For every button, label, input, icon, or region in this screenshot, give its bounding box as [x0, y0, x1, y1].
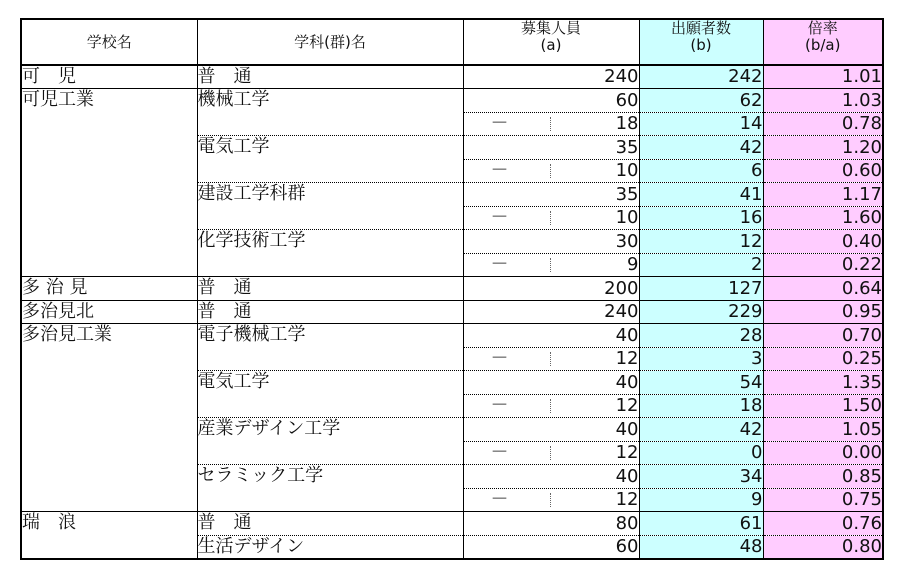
- header-school: 学校名: [21, 19, 197, 65]
- capacity-value: 9: [627, 254, 639, 275]
- capacity-value: 10: [615, 160, 639, 181]
- capacity-value: 10: [615, 207, 639, 228]
- sub-marker: [464, 207, 552, 229]
- capacity-value: 12: [615, 489, 639, 510]
- table-row: [21, 465, 883, 489]
- table-row: [21, 418, 883, 442]
- table-row: [21, 159, 883, 183]
- cell-capacity: [463, 488, 639, 512]
- dash-icon: －: [490, 489, 509, 510]
- table-row: [21, 253, 883, 277]
- cell-ratio: 0.64: [763, 277, 883, 301]
- cell-ratio: 1.60: [763, 206, 883, 230]
- capacity-wrap: [464, 372, 639, 394]
- cell-school: [21, 418, 197, 442]
- cell-dept: 普 通: [197, 277, 463, 301]
- cell-applicants: 61: [639, 512, 763, 536]
- sub-marker: [464, 489, 552, 511]
- cell-dept: 普 通: [197, 300, 463, 324]
- cell-ratio: 0.22: [763, 253, 883, 277]
- cell-capacity: [463, 136, 639, 160]
- table-row: [21, 441, 883, 465]
- table-body: [21, 65, 883, 559]
- capacity-value: 40: [615, 465, 639, 487]
- cell-capacity: [463, 371, 639, 395]
- cell-applicants: 41: [639, 183, 763, 207]
- capacity-wrap: [464, 442, 639, 464]
- table-row: [21, 535, 883, 559]
- cell-school: 多治見北: [21, 300, 197, 324]
- cell-applicants: 14: [639, 112, 763, 136]
- capacity-wrap: [464, 325, 639, 347]
- cell-capacity: [463, 230, 639, 254]
- header-ratio: [763, 19, 883, 65]
- applicant-table: [20, 18, 884, 560]
- cell-capacity: [463, 535, 639, 559]
- capacity-wrap: [464, 113, 639, 135]
- cell-dept: 建設工学科群: [197, 183, 463, 207]
- cell-ratio: 0.78: [763, 112, 883, 136]
- tick-mark-icon: [550, 258, 552, 272]
- table-row: [21, 183, 883, 207]
- cell-school: 多治見工業: [21, 324, 197, 348]
- cell-applicants: 12: [639, 230, 763, 254]
- cell-ratio: 0.40: [763, 230, 883, 254]
- cell-school: [21, 112, 197, 136]
- capacity-value: 35: [615, 183, 639, 205]
- cell-ratio: 1.05: [763, 418, 883, 442]
- dash-icon: －: [490, 207, 509, 228]
- header-row: [21, 19, 883, 65]
- cell-school: [21, 347, 197, 371]
- header-ratio-line2: (b/a): [805, 36, 841, 54]
- cell-capacity: [463, 418, 639, 442]
- header-capacity-line1: 募集人員: [520, 19, 581, 37]
- cell-ratio: 1.20: [763, 136, 883, 160]
- cell-dept: 電気工学: [197, 371, 463, 395]
- cell-capacity: [463, 277, 639, 301]
- capacity-wrap: [464, 536, 639, 558]
- cell-applicants: 48: [639, 535, 763, 559]
- cell-ratio: 0.70: [763, 324, 883, 348]
- capacity-wrap: [464, 160, 639, 182]
- cell-capacity: [463, 159, 639, 183]
- cell-capacity: [463, 394, 639, 418]
- tick-mark-icon: [550, 493, 552, 507]
- table-row: [21, 89, 883, 113]
- table-row: [21, 324, 883, 348]
- capacity-wrap: [464, 301, 639, 323]
- tick-mark-icon: [550, 446, 552, 460]
- cell-ratio: 0.76: [763, 512, 883, 536]
- sub-marker: [464, 160, 552, 182]
- cell-dept: [197, 347, 463, 371]
- cell-applicants: 16: [639, 206, 763, 230]
- cell-applicants: 229: [639, 300, 763, 324]
- cell-ratio: 1.01: [763, 65, 883, 89]
- capacity-value: 240: [604, 301, 639, 322]
- cell-dept: 電気工学: [197, 136, 463, 160]
- cell-dept: [197, 394, 463, 418]
- tick-mark-icon: [550, 352, 552, 366]
- capacity-value: 30: [615, 230, 639, 252]
- capacity-value: 80: [615, 512, 639, 534]
- cell-applicants: 2: [639, 253, 763, 277]
- cell-capacity: [463, 512, 639, 536]
- capacity-value: 12: [615, 442, 639, 463]
- cell-applicants: 3: [639, 347, 763, 371]
- capacity-value: 40: [615, 418, 639, 440]
- cell-applicants: 28: [639, 324, 763, 348]
- cell-dept: [197, 206, 463, 230]
- cell-capacity: [463, 206, 639, 230]
- cell-ratio: 0.95: [763, 300, 883, 324]
- table-row: [21, 206, 883, 230]
- cell-school: [21, 183, 197, 207]
- cell-school: 可 児: [21, 65, 197, 89]
- cell-school: [21, 465, 197, 489]
- table-row: [21, 347, 883, 371]
- table-row: [21, 277, 883, 301]
- sub-marker: [464, 113, 552, 135]
- cell-dept: [197, 253, 463, 277]
- capacity-wrap: [464, 513, 639, 535]
- capacity-wrap: [464, 489, 639, 511]
- cell-school: 瑞 浪: [21, 512, 197, 536]
- table-row: [21, 512, 883, 536]
- header-applicants-line2: (b): [690, 36, 712, 54]
- cell-capacity: [463, 89, 639, 113]
- cell-applicants: 127: [639, 277, 763, 301]
- capacity-value: 40: [615, 324, 639, 346]
- cell-ratio: 0.25: [763, 347, 883, 371]
- cell-ratio: 0.80: [763, 535, 883, 559]
- cell-applicants: 34: [639, 465, 763, 489]
- capacity-value: 60: [615, 535, 639, 557]
- dash-icon: －: [490, 160, 509, 181]
- cell-dept: [197, 159, 463, 183]
- capacity-wrap: [464, 90, 639, 112]
- table-row: [21, 300, 883, 324]
- cell-school: 可児工業: [21, 89, 197, 113]
- capacity-wrap: [464, 395, 639, 417]
- tick-mark-icon: [550, 164, 552, 178]
- cell-school: [21, 488, 197, 512]
- cell-applicants: 242: [639, 65, 763, 89]
- cell-capacity: [463, 112, 639, 136]
- cell-ratio: 0.60: [763, 159, 883, 183]
- capacity-value: 18: [615, 113, 639, 134]
- cell-ratio: 0.85: [763, 465, 883, 489]
- cell-school: [21, 159, 197, 183]
- capacity-value: 12: [615, 395, 639, 416]
- dash-icon: －: [490, 113, 509, 134]
- table-row: [21, 112, 883, 136]
- cell-ratio: 0.00: [763, 441, 883, 465]
- table-row: [21, 230, 883, 254]
- cell-dept: 産業デザイン工学: [197, 418, 463, 442]
- cell-dept: 普 通: [197, 512, 463, 536]
- capacity-wrap: [464, 466, 639, 488]
- header-capacity: [463, 19, 639, 65]
- cell-school: [21, 535, 197, 559]
- header-applicants-line1: 出願者数: [670, 19, 731, 37]
- table-row: [21, 371, 883, 395]
- cell-school: [21, 136, 197, 160]
- cell-capacity: [463, 253, 639, 277]
- capacity-value: 35: [615, 136, 639, 158]
- sub-marker: [464, 348, 552, 370]
- capacity-wrap: [464, 137, 639, 159]
- cell-school: [21, 441, 197, 465]
- cell-ratio: 1.35: [763, 371, 883, 395]
- tick-mark-icon: [550, 399, 552, 413]
- cell-applicants: 42: [639, 136, 763, 160]
- capacity-value: 40: [615, 371, 639, 393]
- cell-ratio: 1.17: [763, 183, 883, 207]
- cell-school: [21, 253, 197, 277]
- capacity-value: 200: [604, 277, 639, 299]
- cell-school: [21, 371, 197, 395]
- capacity-wrap: [464, 254, 639, 276]
- cell-dept: [197, 441, 463, 465]
- sub-marker: [464, 442, 552, 464]
- capacity-wrap: [464, 278, 639, 300]
- dash-icon: －: [490, 395, 509, 416]
- dash-icon: －: [490, 442, 509, 463]
- table-row: [21, 65, 883, 89]
- cell-capacity: [463, 300, 639, 324]
- dash-icon: －: [490, 348, 509, 369]
- cell-school: [21, 206, 197, 230]
- cell-applicants: 62: [639, 89, 763, 113]
- capacity-wrap: [464, 66, 639, 88]
- tick-mark-icon: [550, 211, 552, 225]
- cell-capacity: [463, 465, 639, 489]
- cell-dept: セラミック工学: [197, 465, 463, 489]
- cell-dept: [197, 488, 463, 512]
- table-row: [21, 488, 883, 512]
- cell-school: 多 治 見: [21, 277, 197, 301]
- cell-capacity: [463, 183, 639, 207]
- cell-applicants: 6: [639, 159, 763, 183]
- cell-dept: 化学技術工学: [197, 230, 463, 254]
- cell-dept: 生活デザイン: [197, 535, 463, 559]
- header-capacity-line2: (a): [540, 36, 562, 54]
- cell-applicants: 42: [639, 418, 763, 442]
- cell-ratio: 1.50: [763, 394, 883, 418]
- header-ratio-line1: 倍率: [807, 19, 838, 37]
- cell-dept: 機械工学: [197, 89, 463, 113]
- capacity-wrap: [464, 348, 639, 370]
- cell-applicants: 18: [639, 394, 763, 418]
- cell-capacity: [463, 324, 639, 348]
- table-row: [21, 136, 883, 160]
- capacity-wrap: [464, 231, 639, 253]
- sub-marker: [464, 395, 552, 417]
- cell-capacity: [463, 441, 639, 465]
- header-dept: 学科(群)名: [197, 19, 463, 65]
- cell-capacity: [463, 347, 639, 371]
- cell-school: [21, 230, 197, 254]
- sub-marker: [464, 254, 552, 276]
- cell-school: [21, 394, 197, 418]
- cell-applicants: 54: [639, 371, 763, 395]
- cell-capacity: [463, 65, 639, 89]
- capacity-value: 12: [615, 348, 639, 369]
- cell-applicants: 9: [639, 488, 763, 512]
- cell-dept: 電子機械工学: [197, 324, 463, 348]
- cell-ratio: 1.03: [763, 89, 883, 113]
- tick-mark-icon: [550, 117, 552, 131]
- table-row: [21, 394, 883, 418]
- cell-dept: 普 通: [197, 65, 463, 89]
- cell-applicants: 0: [639, 441, 763, 465]
- capacity-value: 240: [604, 66, 639, 87]
- capacity-wrap: [464, 184, 639, 206]
- dash-icon: －: [490, 254, 509, 275]
- cell-ratio: 0.75: [763, 488, 883, 512]
- header-applicants: [639, 19, 763, 65]
- capacity-wrap: [464, 419, 639, 441]
- capacity-wrap: [464, 207, 639, 229]
- capacity-value: 60: [615, 89, 639, 111]
- cell-dept: [197, 112, 463, 136]
